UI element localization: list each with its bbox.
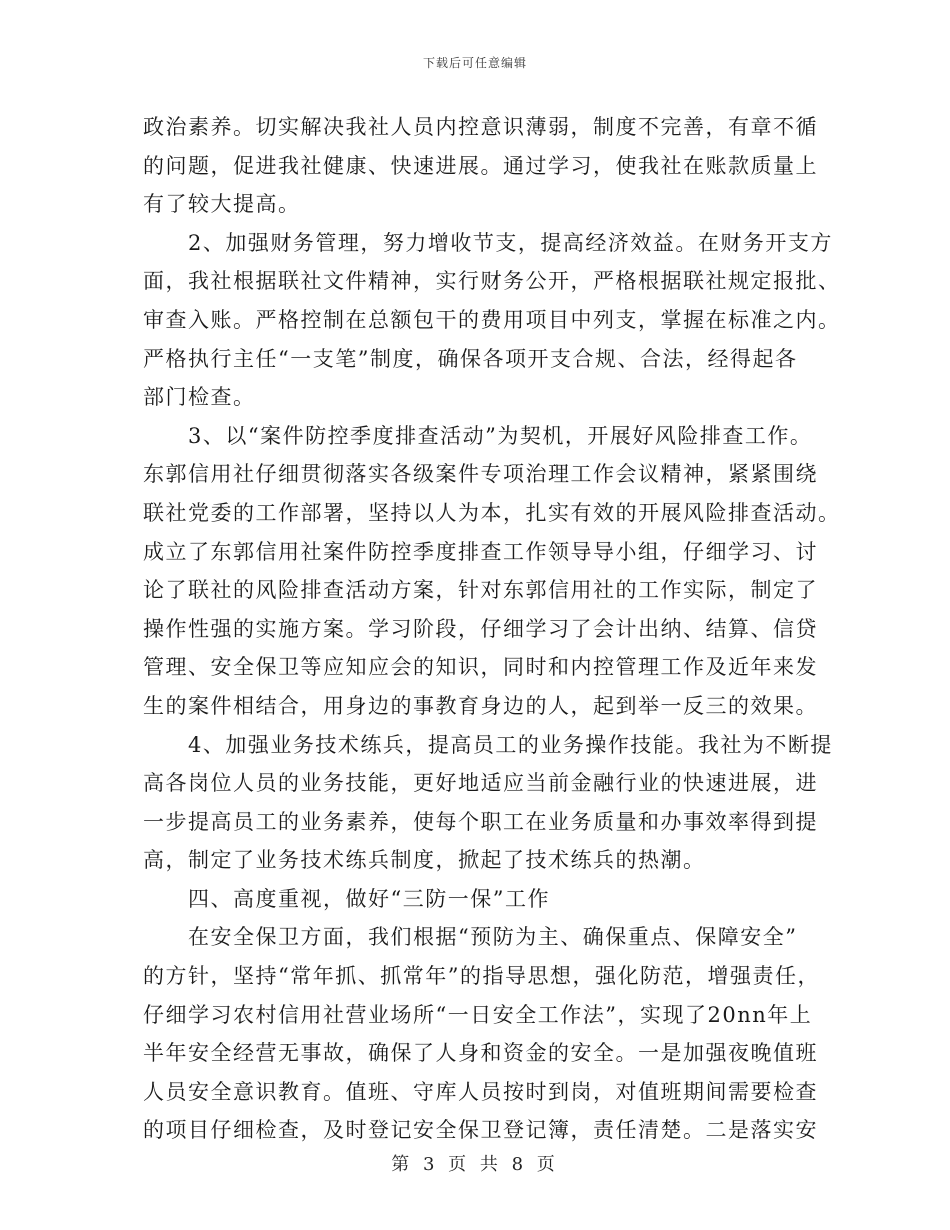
section-heading: 四、高度重视，做好“三防一保”工作 bbox=[143, 886, 550, 911]
body-line: 仔细学习农村信用社营业场所“一日安全工作法”，实现了20nn年上 bbox=[143, 1002, 813, 1027]
body-line: 在安全保卫方面，我们根据“预防为主、确保重点、保障安全” bbox=[143, 925, 798, 950]
document-body bbox=[143, 108, 841, 1150]
page-number-footer: 第 3 页 共 8 页 bbox=[391, 1154, 559, 1175]
body-line: 东郭信用社仔细贯彻落实各级案件专项治理工作会议精神，紧紧围绕 bbox=[143, 462, 818, 487]
body-line: 部门检查。 bbox=[143, 385, 256, 410]
body-line: 2、加强财务管理，努力增收节支，提高经济效益。在财务开支方 bbox=[143, 230, 833, 255]
body-line: 操作性强的实施方案。学习阶段，仔细学习了会计出纳、结算、信贷 bbox=[143, 616, 818, 641]
page-header: 下载后可任意编辑 bbox=[422, 56, 527, 70]
body-line: 一步提高员工的业务素养，使每个职工在业务质量和办事效率得到提 bbox=[143, 809, 818, 834]
body-line: 生的案件相结合，用身边的事教育身边的人，起到举一反三的效果。 bbox=[143, 693, 818, 718]
body-line: 管理、安全保卫等应知应会的知识，同时和内控管理工作及近年来发 bbox=[143, 655, 818, 680]
body-line: 成立了东郭信用社案件防控季度排查工作领导导小组，仔细学习、讨 bbox=[143, 539, 818, 564]
body-line: 半年安全经营无事故，确保了人身和资金的安全。一是加强夜晚值班 bbox=[143, 1041, 818, 1066]
body-line: 面，我社根据联社文件精神，实行财务公开，严格根据联社规定报批、 bbox=[143, 269, 841, 294]
body-line: 严格执行主任“一支笔”制度，确保各项开支合规、合法，经得起各 bbox=[143, 346, 798, 371]
body-line: 高，制定了业务技术练兵制度，掀起了技术练兵的热潮。 bbox=[143, 848, 706, 873]
body-line: 政治素养。切实解决我社人员内控意识薄弱，制度不完善，有章不循 bbox=[143, 115, 818, 139]
body-line: 4、加强业务技术练兵，提高员工的业务操作技能。我社为不断提 bbox=[143, 732, 833, 757]
body-line: 联社党委的工作部署，坚持以人为本，扎实有效的开展风险排查活动。 bbox=[143, 500, 841, 525]
body-line: 的问题，促进我社健康、快速进展。通过学习，使我社在账款质量上 bbox=[143, 153, 818, 178]
body-line: 论了联社的风险排查活动方案，针对东郭信用社的工作实际，制定了 bbox=[143, 578, 818, 603]
body-line: 审查入账。严格控制在总额包干的费用项目中列支，掌握在标准之内。 bbox=[143, 307, 841, 332]
body-line: 人员安全意识教育。值班、守库人员按时到岗，对值班期间需要检查 bbox=[143, 1079, 818, 1104]
body-line: 的项目仔细检查，及时登记安全保卫登记簿，责任清楚。二是落实安 bbox=[143, 1118, 818, 1143]
body-line: 高各岗位人员的业务技能，更好地适应当前金融行业的快速进展，进 bbox=[143, 771, 818, 796]
body-line: 3、以“案件防控季度排查活动”为契机，开展好风险排查工作。 bbox=[143, 423, 813, 448]
body-line: 的方针，坚持“常年抓、抓常年”的指导思想，强化防范，增强责任， bbox=[143, 964, 820, 989]
body-line: 有了较大提高。 bbox=[143, 192, 301, 217]
